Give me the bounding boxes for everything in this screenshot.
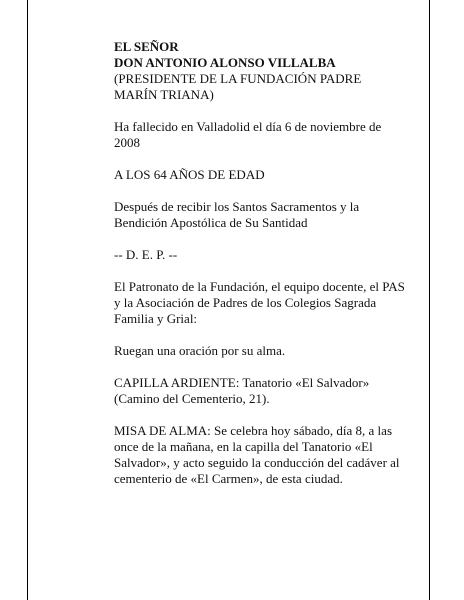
sacraments-line-2: Bendición Apostólica de Su Santidad bbox=[114, 215, 308, 230]
title-line-2: MARÍN TRIANA) bbox=[114, 87, 214, 102]
funeral-chapel bbox=[114, 375, 406, 407]
mourners-statement bbox=[114, 279, 406, 327]
mourners-line-2: y la Asociación de Padres de los Colegios Sagrada bbox=[114, 295, 377, 310]
mass-line-1: MISA DE ALMA: Se celebra hoy sábado, día 8, a las bbox=[114, 423, 393, 438]
rest-in-peace: -- D. E. P. -- bbox=[114, 247, 178, 262]
right-border-rule bbox=[429, 0, 430, 600]
name-line-2: DON ANTONIO ALONSO VILLALBA bbox=[114, 55, 336, 70]
age-statement: A LOS 64 AÑOS DE EDAD bbox=[114, 167, 265, 182]
death-line-1: Ha fallecido en Valladolid el día 6 de noviembre de bbox=[114, 119, 382, 134]
sacraments-line-1: Después de recibir los Santos Sacramentos y la bbox=[114, 199, 360, 214]
title-line-1: (PRESIDENTE DE LA FUNDACIÓN PADRE bbox=[114, 71, 362, 86]
mass-line-3: Salvador», y acto seguido la conducción del cadáver al bbox=[114, 455, 400, 470]
death-line-2: 2008 bbox=[114, 135, 140, 150]
prayer-request: Ruegan una oración por su alma. bbox=[114, 343, 286, 358]
chapel-line-1: CAPILLA ARDIENTE: Tanatorio «El Salvador» bbox=[114, 375, 370, 390]
mourners-line-3: Familia y Grial: bbox=[114, 311, 198, 326]
deceased-name bbox=[114, 39, 406, 71]
name-line-1: EL SEÑOR bbox=[114, 39, 179, 54]
death-notice bbox=[114, 39, 406, 503]
death-announcement bbox=[114, 119, 406, 151]
mourners-line-1: El Patronato de la Fundación, el equipo docente, el PAS bbox=[114, 279, 405, 294]
deceased-title bbox=[114, 71, 406, 103]
left-border-rule bbox=[27, 0, 28, 600]
chapel-line-2: (Camino del Cementerio, 21). bbox=[114, 391, 270, 406]
sacraments-statement bbox=[114, 199, 406, 231]
mass-line-4: cementerio de «El Carmen», de esta ciudad. bbox=[114, 471, 343, 486]
mass-line-2: once de la mañana, en la capilla del Tanatorio «El bbox=[114, 439, 373, 454]
funeral-mass bbox=[114, 423, 406, 487]
